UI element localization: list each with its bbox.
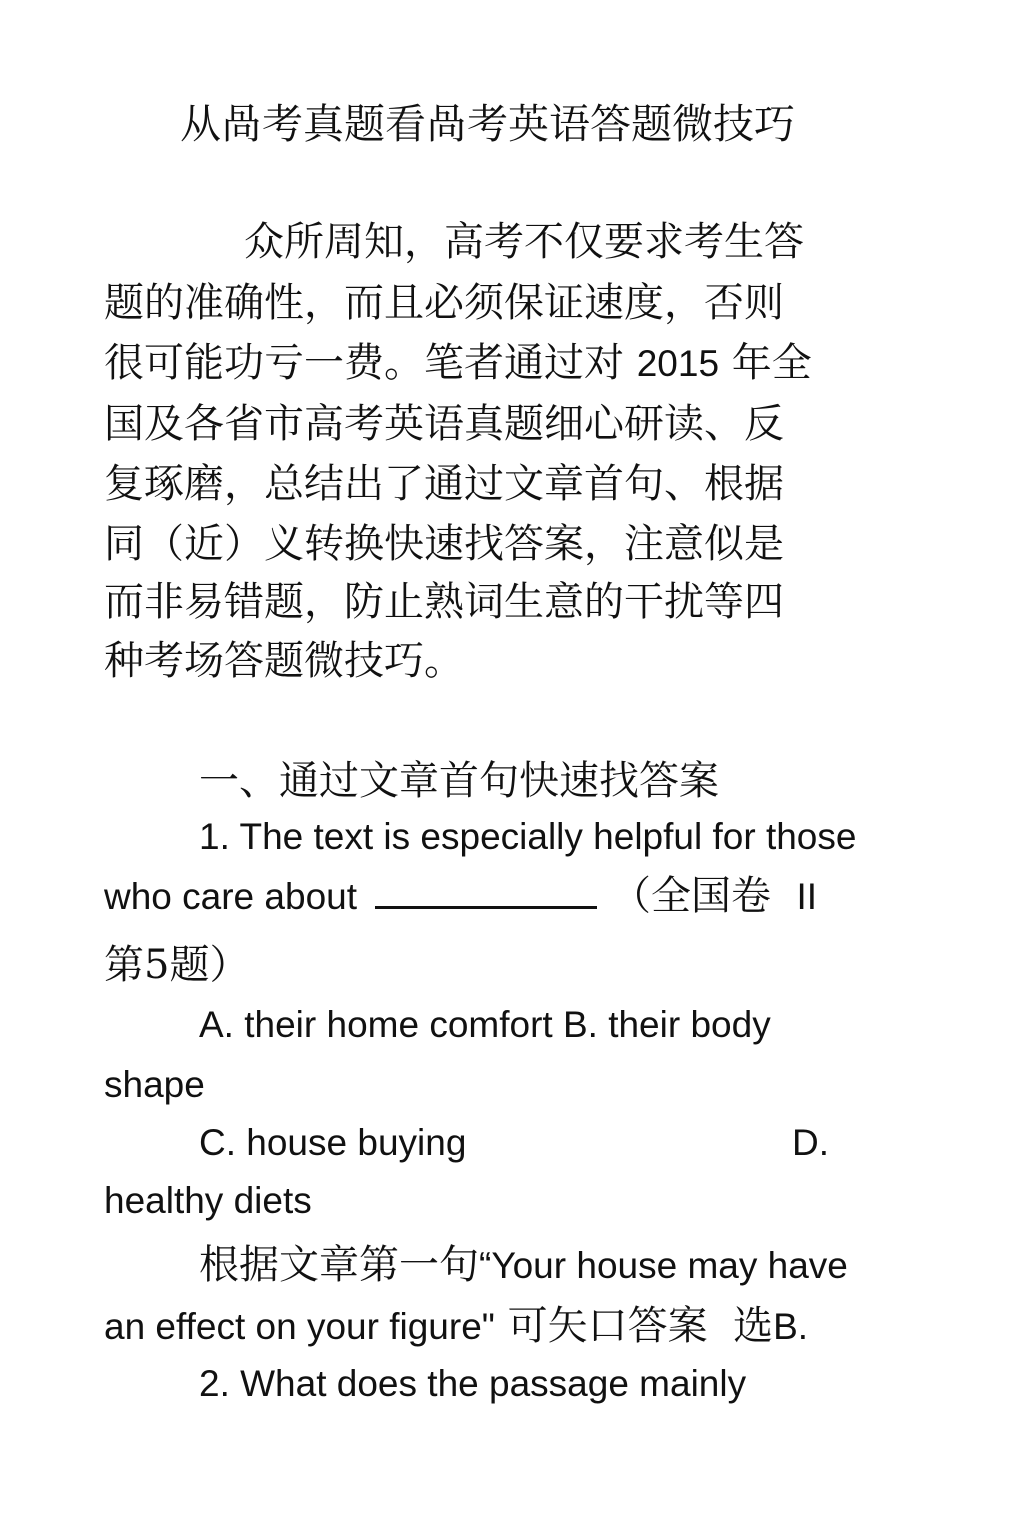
- question-1-line-2: [104, 873, 818, 919]
- intro-line-8: 种考场答题微技巧。: [104, 638, 464, 684]
- intro-line-3-text: 很可能功亏一费。笔者通过对: [104, 340, 624, 386]
- explanation-answer: B.: [773, 1306, 809, 1347]
- explanation-quote-2: an effect on your figure": [104, 1306, 495, 1347]
- question-1-line-3: 第5题）: [104, 942, 250, 988]
- intro-line-5: 复琢磨，总结出了通过文章首句、根据: [104, 461, 784, 507]
- intro-line-1: 众所周知，高考不仅要求考生答: [244, 219, 804, 265]
- question-1-source: （全国卷: [611, 873, 772, 919]
- intro-year: 2015: [636, 343, 720, 384]
- question-1-stem-end: who care about: [104, 876, 358, 917]
- explanation-intro: 根据文章第一句: [199, 1242, 479, 1288]
- question-1-line-1: 1. The text is especially helpful for those: [199, 816, 857, 857]
- option-c: C. house buying: [199, 1122, 467, 1163]
- section-heading: 一、通过文章首句快速找答案: [199, 758, 719, 804]
- intro-line-3: [104, 340, 812, 386]
- option-b-continued: shape: [104, 1064, 205, 1105]
- option-a-b: A. their home comfort B. their body: [199, 1004, 771, 1045]
- explanation-line-2: [104, 1303, 809, 1349]
- intro-year-suffix: 年全: [731, 340, 812, 386]
- question-2-line-1: 2. What does the passage mainly: [199, 1363, 747, 1404]
- explanation-quote-1: “Your house may have: [479, 1245, 848, 1286]
- page-title: 从咼考真题看咼考英语答题微技巧: [180, 100, 795, 148]
- question-1-source-roman: II: [796, 876, 818, 917]
- option-d-continued: healthy diets: [104, 1180, 312, 1221]
- explanation-answer-text: 可矢口答案: [507, 1303, 708, 1349]
- intro-line-6: 同（近）义转换快速找答案，注意似是: [104, 521, 784, 567]
- intro-line-7: 而非易错题，防止熟词生意的干扰等四: [104, 579, 784, 625]
- explanation-choose: 选: [733, 1303, 774, 1349]
- option-d-label: D.: [792, 1122, 829, 1163]
- answer-blank: [375, 876, 597, 909]
- intro-line-4: 国及各省市高考英语真题细心研读、反: [104, 401, 784, 447]
- intro-line-2: 题的准确性，而且必须保证速度，否则: [104, 280, 784, 326]
- explanation-line-1: [199, 1242, 848, 1288]
